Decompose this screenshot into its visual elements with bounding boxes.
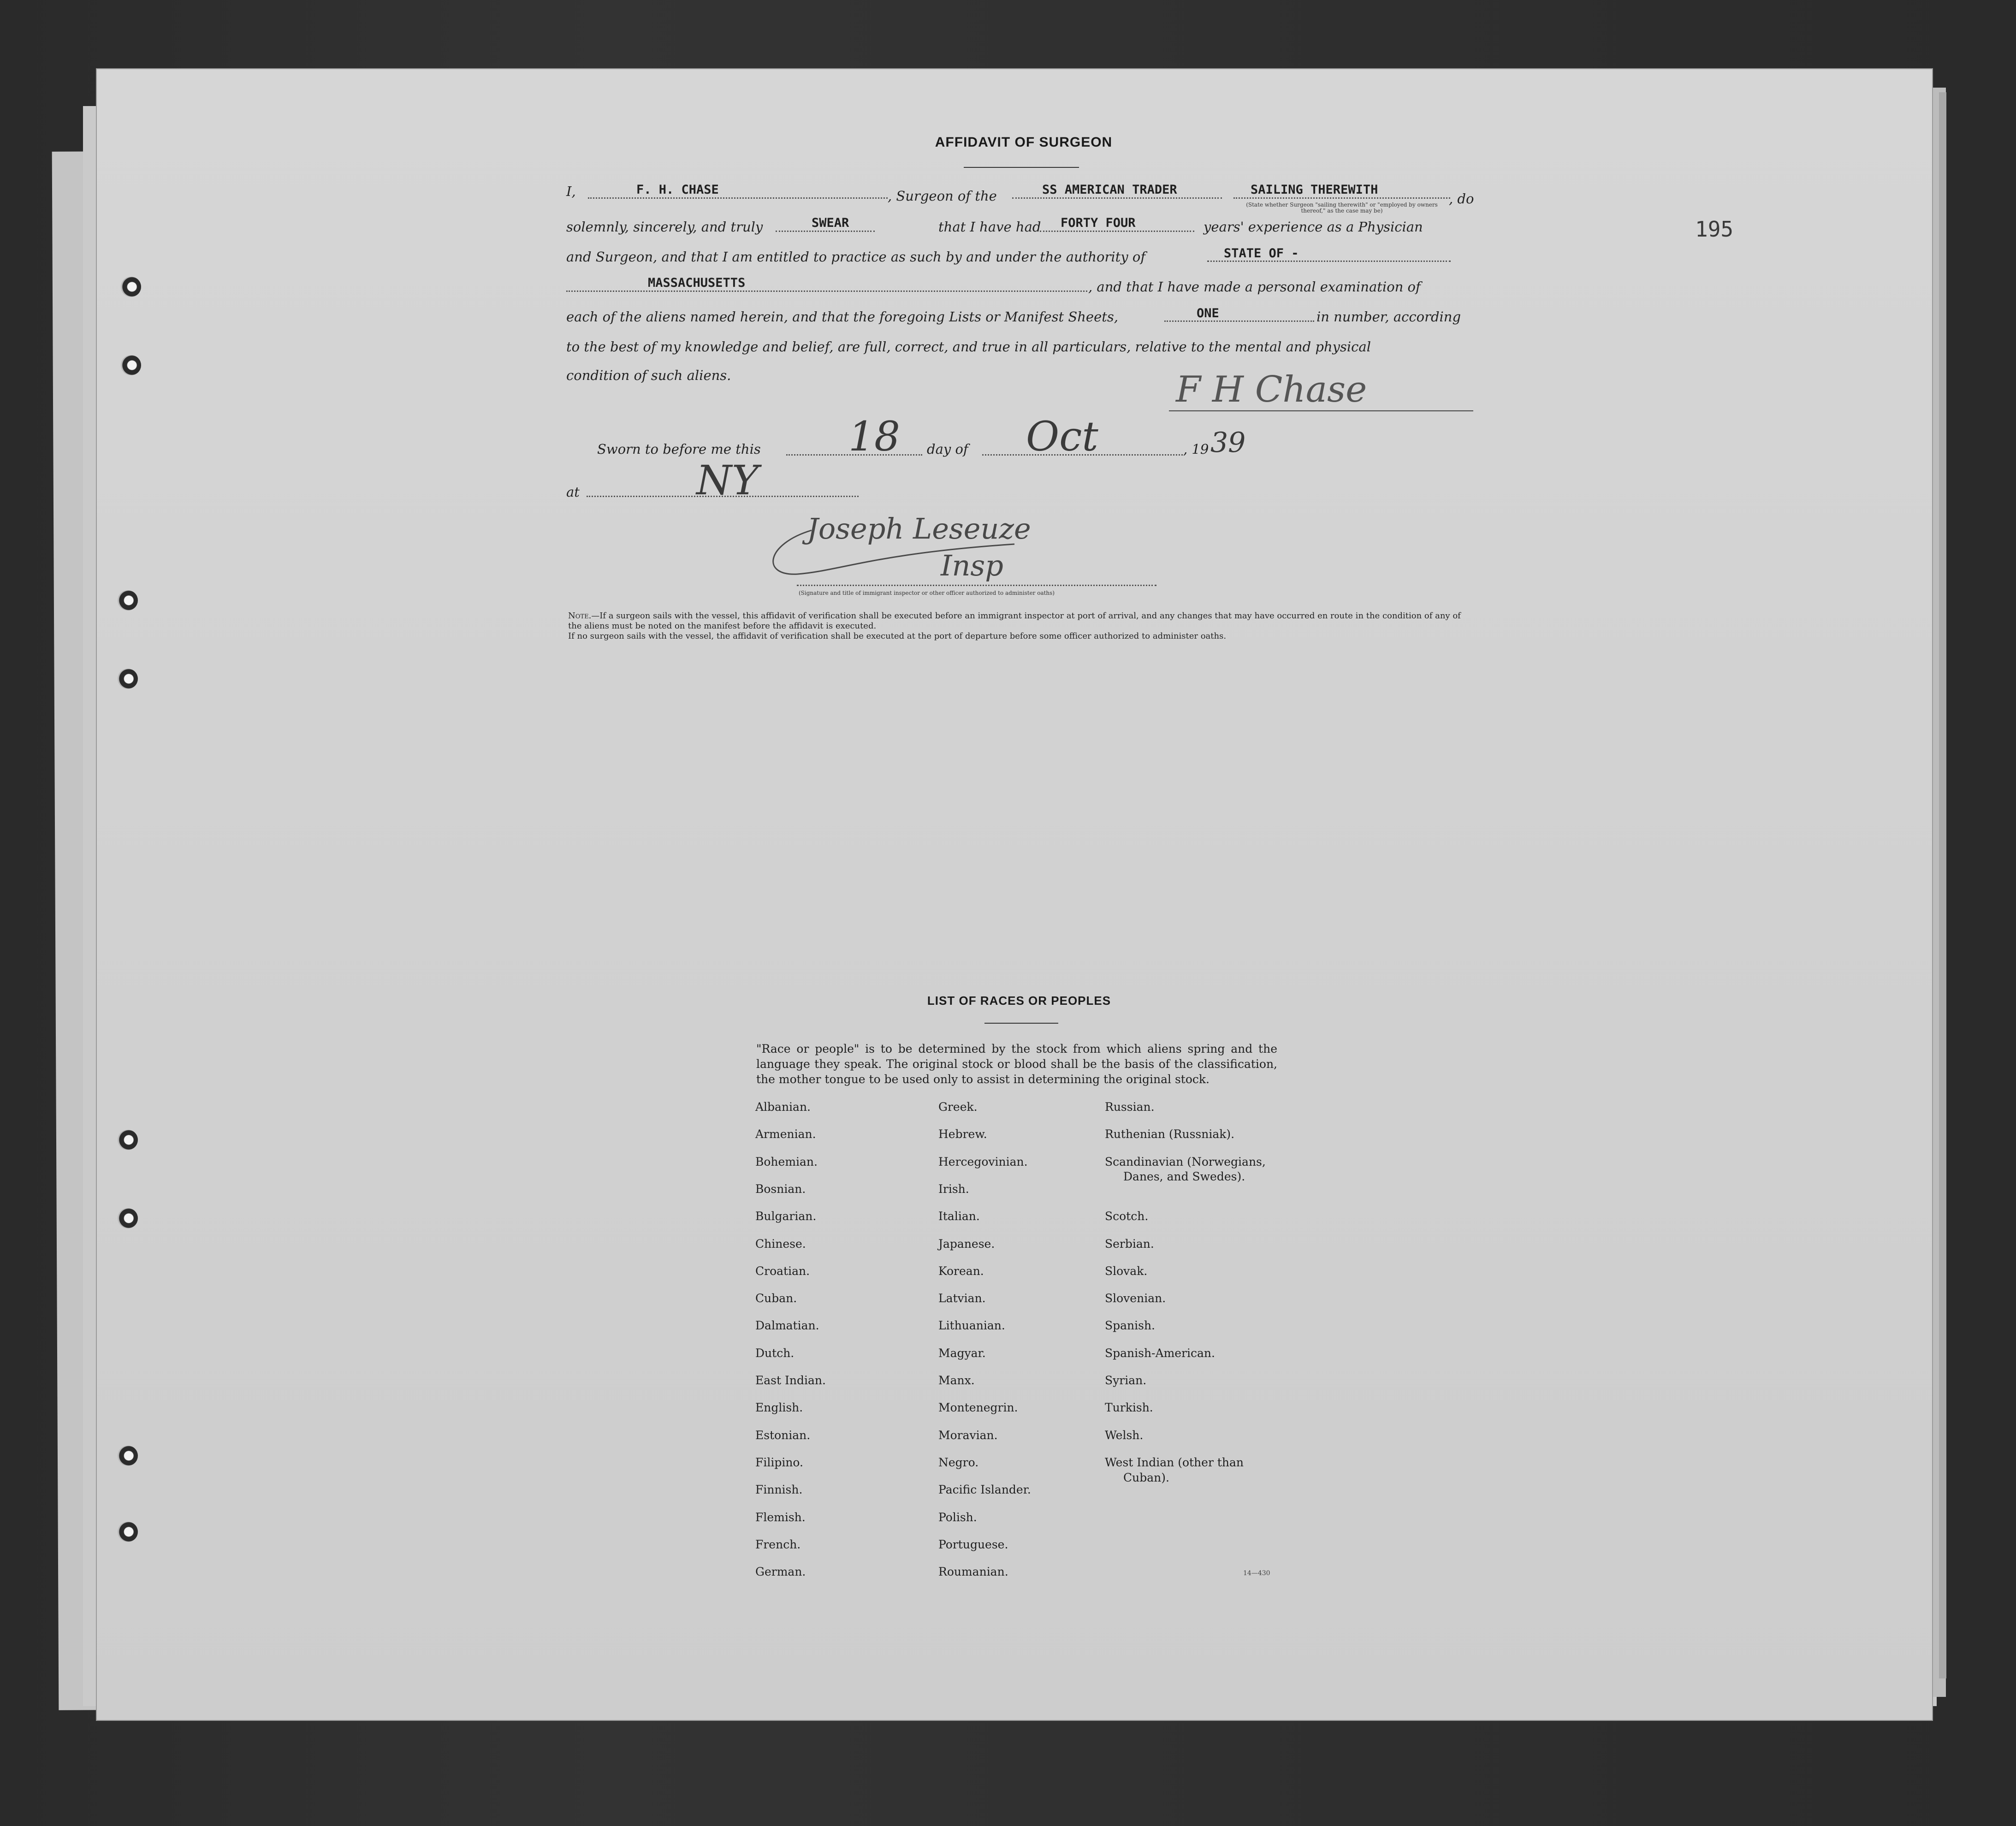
race-item: Syrian. bbox=[1105, 1374, 1147, 1387]
punch-hole-icon bbox=[118, 1208, 138, 1228]
race-item: Negro. bbox=[938, 1455, 979, 1469]
affidavit-text: I, bbox=[566, 184, 576, 199]
sheet-count: ONE bbox=[1197, 306, 1219, 320]
race-item: Flemish. bbox=[755, 1510, 806, 1524]
race-item: Dalmatian. bbox=[755, 1319, 819, 1333]
form-code: 14—430 bbox=[1243, 1570, 1270, 1577]
race-item: Turkish. bbox=[1105, 1401, 1153, 1415]
race-item: Greek. bbox=[938, 1100, 978, 1114]
affidavit-text: , do bbox=[1449, 191, 1474, 207]
punch-hole-icon bbox=[121, 355, 141, 375]
race-item: Spanish. bbox=[1105, 1319, 1156, 1333]
race-item: Bohemian. bbox=[755, 1155, 818, 1168]
race-item: Latvian. bbox=[938, 1292, 986, 1305]
race-item: Estonian. bbox=[755, 1428, 811, 1442]
punch-hole-icon bbox=[118, 1446, 138, 1466]
surgeon-signature: F H Chase bbox=[1176, 369, 1367, 410]
race-item: Ruthenian (Russniak). bbox=[1105, 1127, 1235, 1141]
sworn-text: , 19 bbox=[1183, 441, 1209, 457]
punch-hole-icon bbox=[118, 590, 138, 611]
race-item: East Indian. bbox=[755, 1374, 826, 1387]
affidavit-text: condition of such aliens. bbox=[566, 368, 731, 383]
affidavit-text: , and that I have made a personal examination of bbox=[1088, 279, 1421, 295]
authority: STATE OF - bbox=[1224, 246, 1299, 261]
race-item: Polish. bbox=[938, 1510, 977, 1524]
affidavit-text: that I have had bbox=[938, 219, 1041, 235]
sworn-day: 18 bbox=[848, 413, 900, 460]
race-item: Scandinavian (Norwegians, bbox=[1105, 1155, 1266, 1168]
race-item: Finnish. bbox=[755, 1483, 803, 1497]
race-item: Irish. bbox=[938, 1182, 969, 1196]
sworn-month: Oct bbox=[1026, 413, 1098, 460]
signature-caption: (Signature and title of immigrant inspector or other officer authorized to administer oaths) bbox=[799, 590, 1055, 596]
race-item: Roumanian. bbox=[938, 1565, 1008, 1579]
race-item: German. bbox=[755, 1565, 806, 1579]
race-item: French. bbox=[755, 1537, 801, 1551]
title-rule bbox=[964, 167, 1079, 168]
race-item: Bulgarian. bbox=[755, 1209, 817, 1223]
years-experience: FORTY FOUR bbox=[1061, 216, 1136, 230]
race-item: Moravian. bbox=[938, 1428, 998, 1442]
note-text: If no surgeon sails with the vessel, the affidavit of verification shall be executed at the port of departure before some officer authorized to administer oaths. bbox=[568, 631, 1227, 641]
race-item: Albanian. bbox=[755, 1100, 811, 1114]
race-item: Filipino. bbox=[755, 1455, 803, 1469]
oath-blank bbox=[776, 231, 875, 232]
race-item: Armenian. bbox=[755, 1127, 816, 1141]
name-blank bbox=[588, 197, 888, 199]
race-item: Manx. bbox=[938, 1374, 975, 1387]
race-item: Russian. bbox=[1105, 1100, 1155, 1114]
affidavit-text: solemnly, sincerely, and truly bbox=[566, 219, 763, 235]
sworn-text: day of bbox=[927, 441, 968, 457]
punch-hole-icon bbox=[118, 669, 138, 689]
race-item: Slovenian. bbox=[1105, 1292, 1166, 1305]
race-item: Chinese. bbox=[755, 1237, 806, 1251]
signature-line bbox=[1169, 410, 1473, 411]
oath-type: SWEAR bbox=[812, 216, 849, 230]
authority-continued: MASSACHUSETTS bbox=[648, 276, 746, 290]
note-label: Note.— bbox=[568, 611, 600, 621]
race-item: Danes, and Swedes). bbox=[1123, 1170, 1245, 1184]
vessel-name: SS AMERICAN TRADER bbox=[1042, 183, 1177, 197]
race-item: Slovak. bbox=[1105, 1264, 1148, 1278]
affidavit-text: in number, according bbox=[1316, 309, 1461, 325]
race-item: Welsh. bbox=[1105, 1428, 1144, 1442]
race-item: Lithuanian. bbox=[938, 1319, 1005, 1333]
race-item: Magyar. bbox=[938, 1346, 986, 1360]
race-item: Bosnian. bbox=[755, 1182, 806, 1196]
note bbox=[568, 611, 1474, 641]
years-blank bbox=[1040, 231, 1194, 232]
punch-hole-icon bbox=[121, 277, 141, 297]
race-item: Italian. bbox=[938, 1209, 980, 1223]
race-item: Pacific Islander. bbox=[938, 1483, 1031, 1497]
race-item: Croatian. bbox=[755, 1264, 810, 1278]
vessel-blank bbox=[1012, 197, 1222, 199]
note-text: If a surgeon sails with the vessel, this affidavit of verification shall be executed before an immigrant inspector at port of arrival, and any changes that may have occurred en route in the condition of any of the aliens must be noted on the manifest before the affidavit is executed. bbox=[568, 611, 1461, 631]
sworn-place: NY bbox=[696, 456, 759, 504]
page-number: 195 bbox=[1695, 217, 1734, 242]
surgeon-name: F. H. CHASE bbox=[636, 183, 719, 197]
affidavit-text: to the best of my knowledge and belief, are full, correct, and true in all particulars, relative to the mental and physical bbox=[566, 339, 1371, 355]
sworn-text: Sworn to before me this bbox=[597, 441, 761, 457]
inspector-signature-line bbox=[797, 585, 1156, 586]
race-item: Serbian. bbox=[1105, 1237, 1154, 1251]
races-intro: "Race or people" is to be determined by the stock from which aliens spring and the language they speak. The original stock or blood shall be the basis of the classification, the mother tongue to be used only to assist in determining the original stock. bbox=[756, 1042, 1277, 1086]
sheet-count-blank bbox=[1164, 320, 1314, 322]
race-item: West Indian (other than bbox=[1105, 1455, 1244, 1469]
race-item: Hercegovinian. bbox=[938, 1155, 1028, 1168]
at-label: at bbox=[566, 484, 580, 500]
sailing-status: SAILING THEREWITH bbox=[1251, 183, 1378, 197]
punch-hole-icon bbox=[118, 1130, 138, 1150]
inspector-title: Insp bbox=[941, 549, 1003, 582]
sworn-year: 39 bbox=[1210, 427, 1246, 459]
race-item: Portuguese. bbox=[938, 1537, 1008, 1551]
race-item: English. bbox=[755, 1401, 803, 1415]
race-item: Cuban. bbox=[755, 1292, 797, 1305]
sailing-note: (State whether Surgeon "sailing therewith" or "employed by owners thereof," as the case may be) bbox=[1246, 202, 1438, 214]
affidavit-text: years' experience as a Physician bbox=[1204, 219, 1423, 235]
punch-hole-icon bbox=[118, 1522, 138, 1542]
race-item: Scotch. bbox=[1105, 1209, 1149, 1223]
race-item: Spanish-American. bbox=[1105, 1346, 1215, 1360]
sailing-blank bbox=[1233, 197, 1450, 199]
race-item: Korean. bbox=[938, 1264, 984, 1278]
signature-flourish-icon bbox=[756, 512, 1079, 586]
inspector-signature: Joseph Leseuze bbox=[807, 512, 1031, 545]
race-item: Dutch. bbox=[755, 1346, 795, 1360]
races-title-rule bbox=[984, 1023, 1058, 1024]
affidavit-text: and Surgeon, and that I am entitled to practice as such by and under the authority of bbox=[566, 249, 1146, 265]
race-item: Japanese. bbox=[938, 1237, 995, 1251]
race-item: Hebrew. bbox=[938, 1127, 987, 1141]
races-title: LIST OF RACES OR PEOPLES bbox=[927, 994, 1111, 1008]
authority-blank bbox=[1207, 261, 1451, 262]
race-item: Cuban). bbox=[1123, 1470, 1169, 1484]
affidavit-title: AFFIDAVIT OF SURGEON bbox=[935, 135, 1113, 150]
race-item: Montenegrin. bbox=[938, 1401, 1018, 1415]
affidavit-text: , Surgeon of the bbox=[888, 188, 997, 204]
authority-cont-blank bbox=[566, 290, 1087, 292]
affidavit-text: each of the aliens named herein, and that the foregoing Lists or Manifest Sheets, bbox=[566, 309, 1119, 325]
page-edge bbox=[1939, 92, 1946, 1678]
